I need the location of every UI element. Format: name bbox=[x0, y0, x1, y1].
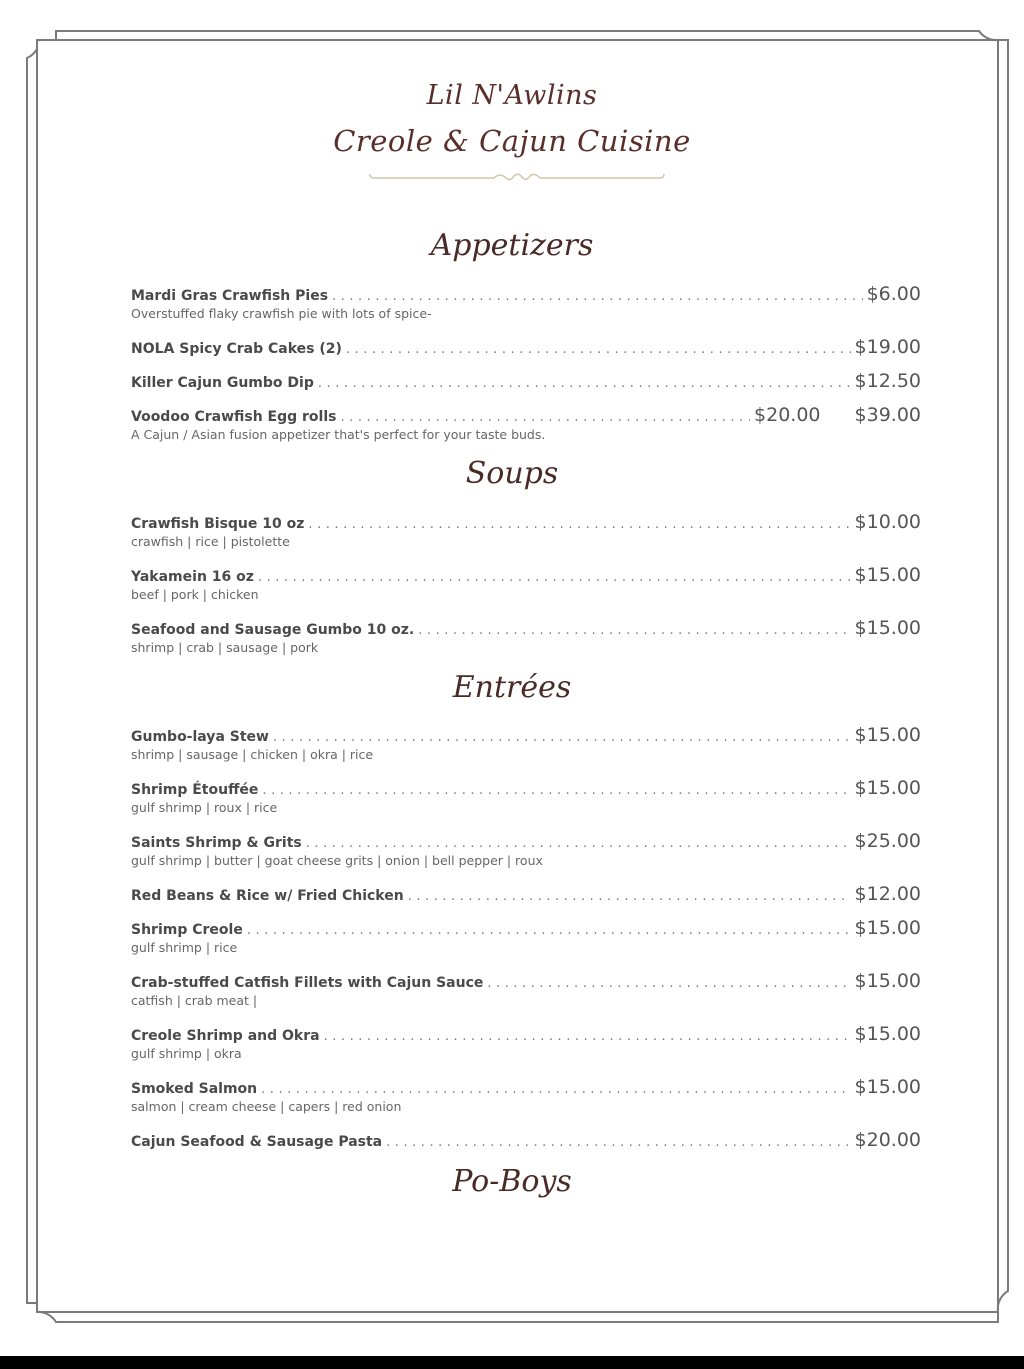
menu-item bbox=[131, 830, 921, 868]
item-price: $15.00 bbox=[854, 617, 921, 639]
item-price: $6.00 bbox=[866, 283, 921, 305]
item-price: $25.00 bbox=[854, 830, 921, 852]
item-name: Smoked Salmon bbox=[131, 1081, 258, 1097]
item-price: $15.00 bbox=[854, 724, 921, 746]
item-name: Killer Cajun Gumbo Dip bbox=[131, 375, 314, 391]
menu-item bbox=[131, 1129, 921, 1151]
item-description: salmon | cream cheese | capers | red onion bbox=[131, 1099, 402, 1114]
item-description: Overstuffed flaky crawfish pie with lots of spice- bbox=[131, 306, 432, 321]
item-name: Seafood and Sausage Gumbo 10 oz. bbox=[131, 622, 415, 638]
menu-item bbox=[131, 404, 921, 442]
menu-item bbox=[131, 777, 921, 815]
flourish-divider-icon bbox=[368, 168, 666, 186]
item-name: Cajun Seafood & Sausage Pasta bbox=[131, 1134, 383, 1150]
dot-leader bbox=[487, 976, 850, 991]
menu-item bbox=[131, 724, 921, 762]
item-description: catfish | crab meat | bbox=[131, 993, 258, 1008]
item-price-large: $39.00 bbox=[854, 404, 921, 426]
dot-leader bbox=[386, 1135, 850, 1150]
item-description: shrimp | crab | sausage | pork bbox=[131, 640, 319, 655]
item-name: Yakamein 16 oz bbox=[131, 569, 254, 585]
item-name: Voodoo Crawfish Egg rolls bbox=[131, 409, 337, 425]
menu-item bbox=[131, 336, 921, 358]
dot-leader bbox=[258, 570, 851, 585]
dot-leader bbox=[247, 923, 851, 938]
section-title-po-boys: Po-Boys bbox=[452, 1164, 572, 1199]
item-name: Mardi Gras Crawfish Pies bbox=[131, 288, 329, 304]
menu-item bbox=[131, 617, 921, 655]
dot-leader bbox=[261, 1082, 850, 1097]
dot-leader bbox=[308, 517, 850, 532]
item-name: Crab-stuffed Catfish Fillets with Cajun Sauce bbox=[131, 975, 484, 991]
menu-item bbox=[131, 511, 921, 549]
item-description: gulf shrimp | roux | rice bbox=[131, 800, 278, 815]
item-name: Shrimp Étouffée bbox=[131, 782, 259, 798]
item-price: $19.00 bbox=[854, 336, 921, 358]
item-description: beef | pork | chicken bbox=[131, 587, 259, 602]
item-price-small: $20.00 bbox=[754, 404, 821, 426]
restaurant-name: Lil N'Awlins bbox=[426, 80, 598, 111]
menu-item bbox=[131, 1023, 921, 1061]
dot-leader bbox=[273, 730, 851, 745]
item-price: $15.00 bbox=[854, 970, 921, 992]
dot-leader bbox=[262, 783, 850, 798]
item-price: $15.00 bbox=[854, 1023, 921, 1045]
item-price: $10.00 bbox=[854, 511, 921, 533]
item-name: Crawfish Bisque 10 oz bbox=[131, 516, 305, 532]
item-description: shrimp | sausage | chicken | okra | rice bbox=[131, 747, 374, 762]
dot-leader bbox=[408, 889, 851, 904]
section-title-appetizers: Appetizers bbox=[430, 228, 594, 263]
restaurant-tagline: Creole & Cajun Cuisine bbox=[333, 124, 691, 158]
item-description: crawfish | rice | pistolette bbox=[131, 534, 290, 549]
item-price: $15.00 bbox=[854, 917, 921, 939]
menu-item bbox=[131, 564, 921, 602]
item-price: $15.00 bbox=[854, 777, 921, 799]
item-description: gulf shrimp | butter | goat cheese grits | onion | bell pepper | roux bbox=[131, 853, 543, 868]
section-title-entrees: Entrées bbox=[452, 670, 572, 705]
dot-leader bbox=[324, 1029, 851, 1044]
item-name: Shrimp Creole bbox=[131, 922, 243, 938]
dot-leader bbox=[318, 376, 851, 391]
dot-leader bbox=[340, 410, 750, 425]
item-description: gulf shrimp | okra bbox=[131, 1046, 242, 1061]
menu-item bbox=[131, 283, 921, 321]
item-description: A Cajun / Asian fusion appetizer that's perfect for your taste buds. bbox=[131, 427, 546, 442]
dot-leader bbox=[332, 289, 863, 304]
item-price: $20.00 bbox=[854, 1129, 921, 1151]
bottom-black-bar bbox=[0, 1356, 1024, 1369]
menu-item bbox=[131, 970, 921, 1008]
menu-item bbox=[131, 370, 921, 392]
menu-item bbox=[131, 917, 921, 955]
dot-leader bbox=[346, 342, 851, 357]
dot-leader bbox=[306, 836, 851, 851]
menu-item bbox=[131, 1076, 921, 1114]
item-price: $12.50 bbox=[854, 370, 921, 392]
item-price: $12.00 bbox=[854, 883, 921, 905]
item-description: gulf shrimp | rice bbox=[131, 940, 238, 955]
section-title-soups: Soups bbox=[465, 456, 559, 491]
dot-leader bbox=[418, 623, 850, 638]
item-price: $15.00 bbox=[854, 564, 921, 586]
item-price: $15.00 bbox=[854, 1076, 921, 1098]
menu-item bbox=[131, 883, 921, 905]
item-name: Creole Shrimp and Okra bbox=[131, 1028, 320, 1044]
item-name: Gumbo-laya Stew bbox=[131, 729, 269, 745]
item-name: NOLA Spicy Crab Cakes (2) bbox=[131, 341, 342, 357]
item-name: Red Beans & Rice w/ Fried Chicken bbox=[131, 888, 404, 904]
item-name: Saints Shrimp & Grits bbox=[131, 835, 302, 851]
